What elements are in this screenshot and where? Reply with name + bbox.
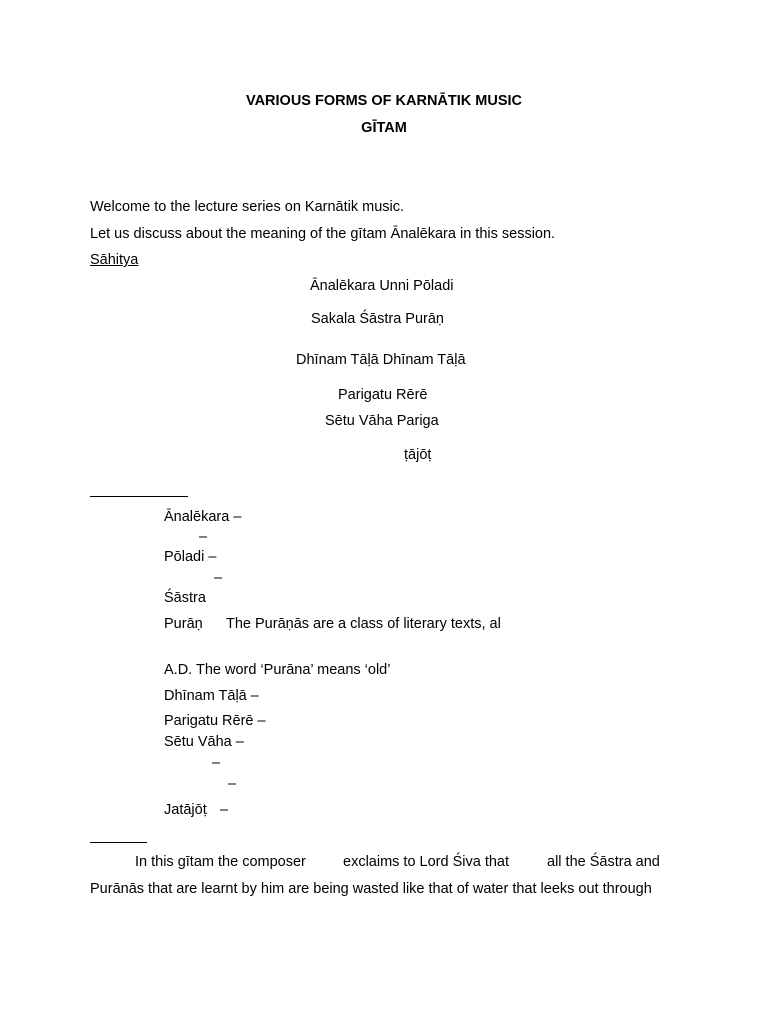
- document-subtitle: GĪTAM: [361, 120, 407, 136]
- sahitya-line-6: ṭājōṭ: [404, 447, 432, 463]
- meaning-setu-vaha-dash-1: –: [212, 755, 221, 771]
- meaning-parigatu-rere: Parigatu Rērē –: [164, 713, 266, 729]
- closing-text-2: Purānās that are learnt by him are being wasted like that of water that leeks out through: [90, 881, 652, 897]
- sahitya-heading: Sāhitya: [90, 252, 139, 268]
- meaning-analekara-dash: –: [199, 529, 208, 545]
- closing-text-1a: In this gītam the composer: [135, 854, 306, 870]
- meaning-setu-vaha: Sētu Vāha –: [164, 734, 244, 750]
- meaning-sastra: Śāstra: [164, 590, 206, 606]
- sahitya-line-4: Parigatu Rērē: [338, 387, 428, 403]
- intro-paragraph-1: Welcome to the lecture series on Karnātik music.: [90, 199, 405, 215]
- meaning-puran-text: The Purāṇās are a class of literary texts, al: [226, 616, 501, 632]
- footnote-separator-2: [90, 842, 147, 843]
- meaning-dhinam-tala: Dhīnam Tāḷā –: [164, 688, 259, 704]
- meaning-analekara: Ānalēkara –: [164, 509, 242, 525]
- meaning-jatajot-dash: –: [220, 802, 229, 818]
- sahitya-line-3: Dhīnam Tāḷā Dhīnam Tāḷā: [296, 352, 466, 368]
- meaning-jatajot-term: Jatājōṭ: [164, 802, 207, 818]
- sahitya-line-5: Sētu Vāha Pariga: [325, 413, 439, 429]
- closing-text-1b: exclaims to Lord Śiva that: [343, 854, 510, 870]
- document-title: VARIOUS FORMS OF KARNĀTIK MUSIC: [245, 93, 523, 109]
- sahitya-line-2: Sakala Śāstra Purāṇ: [311, 311, 444, 327]
- meaning-puran-term: Purāṇ: [164, 616, 203, 632]
- meaning-setu-vaha-dash-2: –: [228, 776, 237, 792]
- closing-text-1c: all the Śāstra and: [547, 854, 660, 870]
- intro-paragraph-2: Let us discuss about the meaning of the gītam Ānalēkara in this session.: [90, 226, 556, 242]
- meaning-purana-word: A.D. The word ‘Purāna’ means ‘old’: [164, 662, 391, 678]
- meaning-poladi: Pōladi –: [164, 549, 217, 565]
- meaning-poladi-dash: –: [214, 570, 223, 586]
- footnote-separator: [90, 496, 188, 497]
- sahitya-line-1: Ānalēkara Unni Pōladi: [310, 278, 454, 294]
